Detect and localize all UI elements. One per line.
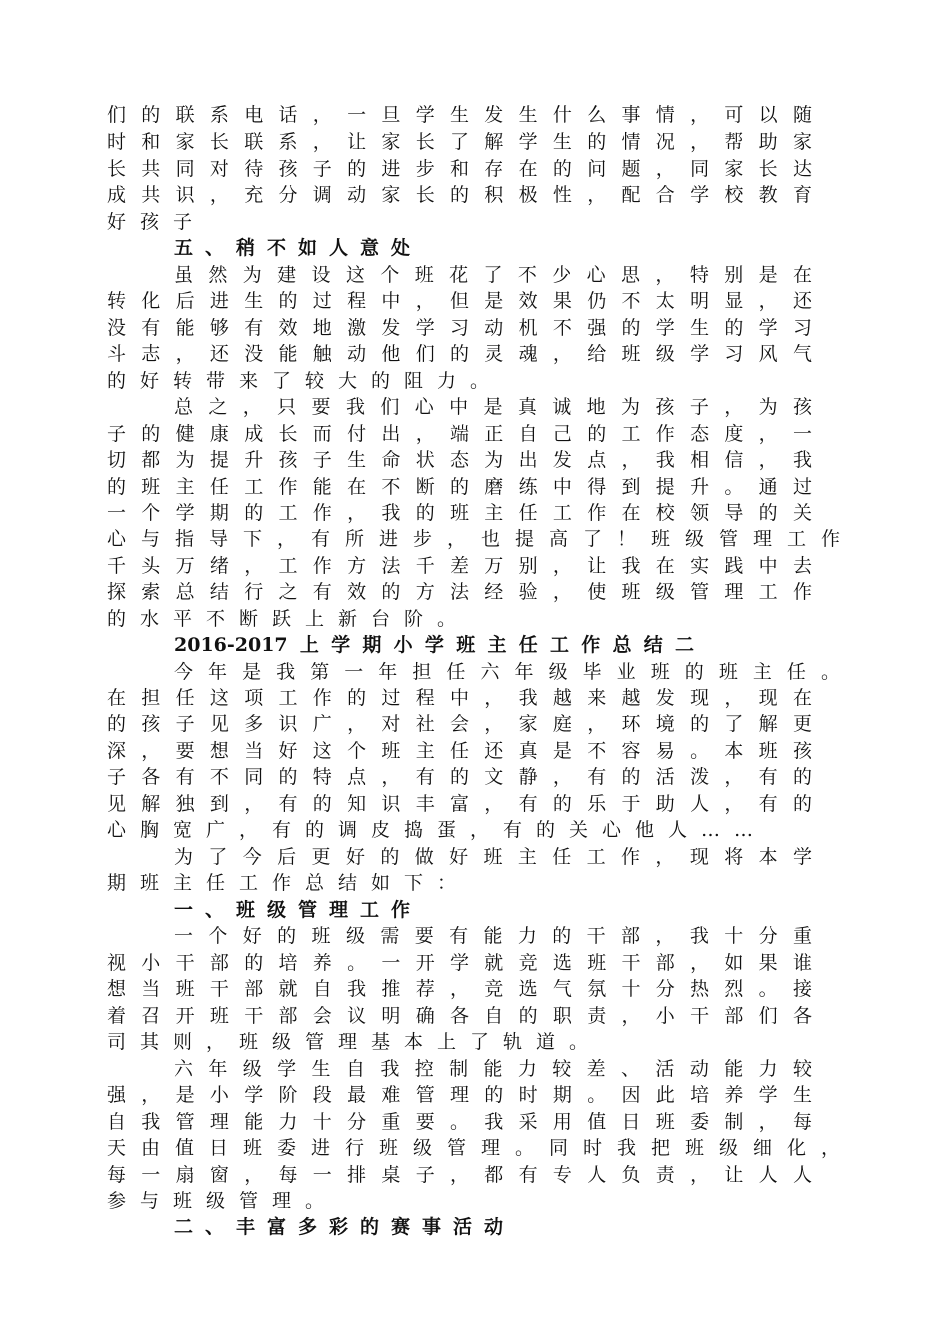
section-heading: 五、稍不如人意处 <box>174 237 423 259</box>
paragraph-first-line: 为了今后更好的做好班主任工作，现将本学 <box>174 846 812 868</box>
text-line: 每一扇窗，每一排桌子，都有专人负责，让人人 <box>107 1164 812 1186</box>
text-line: 转化后进生的过程中，但是效果仍不太明显，还 <box>107 290 812 312</box>
text-line: 探索总结行之有效的方法经验，使班级管理工作 <box>107 581 812 603</box>
text-line: 在担任这项工作的过程中，我越来越发现，现在 <box>107 687 812 709</box>
text-line: 斗志，还没能触动他们的灵魂，给班级学习风气 <box>107 343 812 365</box>
text-line: 们的联系电话，一旦学生发生什么事情，可以随 <box>107 104 812 126</box>
paragraph-first-line: 六年级学生自我控制能力较差、活动能力较 <box>174 1058 812 1080</box>
text-line: 好孩子 <box>107 211 207 233</box>
text-line: 一个学期的工作，我的班主任工作在校领导的关 <box>107 502 812 524</box>
text-line: 的孩子见多识广，对社会，家庭，环境的了解更 <box>107 713 812 735</box>
text-line: 深，要想当好这个班主任还真是不容易。本班孩 <box>107 740 812 762</box>
section-heading: 二、丰富多彩的赛事活动 <box>174 1216 516 1238</box>
paragraph-first-line: 今年是我第一年担任六年级毕业班的班主任。 <box>174 661 840 683</box>
text-line: 想当班干部就自我推荐，竞选气氛十分热烈。接 <box>107 978 812 1000</box>
text-line: 千头万绪，工作方法千差万别，让我在实践中去 <box>107 555 812 577</box>
section-heading: 一、班级管理工作 <box>174 899 423 921</box>
text-line: 的好转带来了较大的阻力。 <box>107 370 504 392</box>
text-line: 天由值日班委进行班级管理。同时我把班级细化， <box>107 1137 840 1159</box>
text-line: 切都为提升孩子生命状态为出发点，我相信，我 <box>107 449 812 471</box>
text-line: 参与班级管理。 <box>107 1190 339 1212</box>
paragraph-first-line: 一个好的班级需要有能力的干部，我十分重 <box>174 925 812 947</box>
text-line: 长共同对待孩子的进步和存在的问题，同家长达 <box>107 158 812 180</box>
text-line: 着召开班干部会议明确各自的职责，小干部们各 <box>107 1005 812 1027</box>
text-line: 自我管理能力十分重要。我采用值日班委制，每 <box>107 1111 812 1133</box>
paragraph-first-line: 虽然为建设这个班花了不少心思，特别是在 <box>174 264 812 286</box>
article-title: 2016-2017上学期小学班主任工作总结二 <box>174 634 694 656</box>
text-line: 的水平不断跃上新台阶。 <box>107 608 471 630</box>
text-line: 的班主任工作能在不断的磨练中得到提升。通过 <box>107 476 812 498</box>
text-line: 时和家长联系，让家长了解学生的情况，帮助家 <box>107 131 812 153</box>
text-line: 期班主任工作总结如下： <box>107 872 471 894</box>
text-line: 子各有不同的特点，有的文静，有的活泼，有的 <box>107 766 812 788</box>
text-line: 见解独到，有的知识丰富，有的乐于助人，有的 <box>107 793 812 815</box>
text-line: 没有能够有效地激发学习动机不强的学生的学习 <box>107 317 812 339</box>
paragraph-first-line: 总之，只要我们心中是真诚地为孩子，为孩 <box>174 396 812 418</box>
text-line: 成共识，充分调动家长的积极性，配合学校教育 <box>107 184 812 206</box>
text-line: 视小干部的培养。一开学就竞选班干部，如果谁 <box>107 952 812 974</box>
text-line: 心胸宽广，有的调皮捣蛋，有的关心他人…… <box>107 819 768 841</box>
text-line: 司其则，班级管理基本上了轨道。 <box>107 1031 603 1053</box>
text-line: 子的健康成长而付出，端正自己的工作态度，一 <box>107 423 812 445</box>
text-line: 强，是小学阶段最难管理的时期。因此培养学生 <box>107 1084 812 1106</box>
text-line: 心与指导下，有所进步，也提高了！班级管理工作 <box>107 528 840 550</box>
